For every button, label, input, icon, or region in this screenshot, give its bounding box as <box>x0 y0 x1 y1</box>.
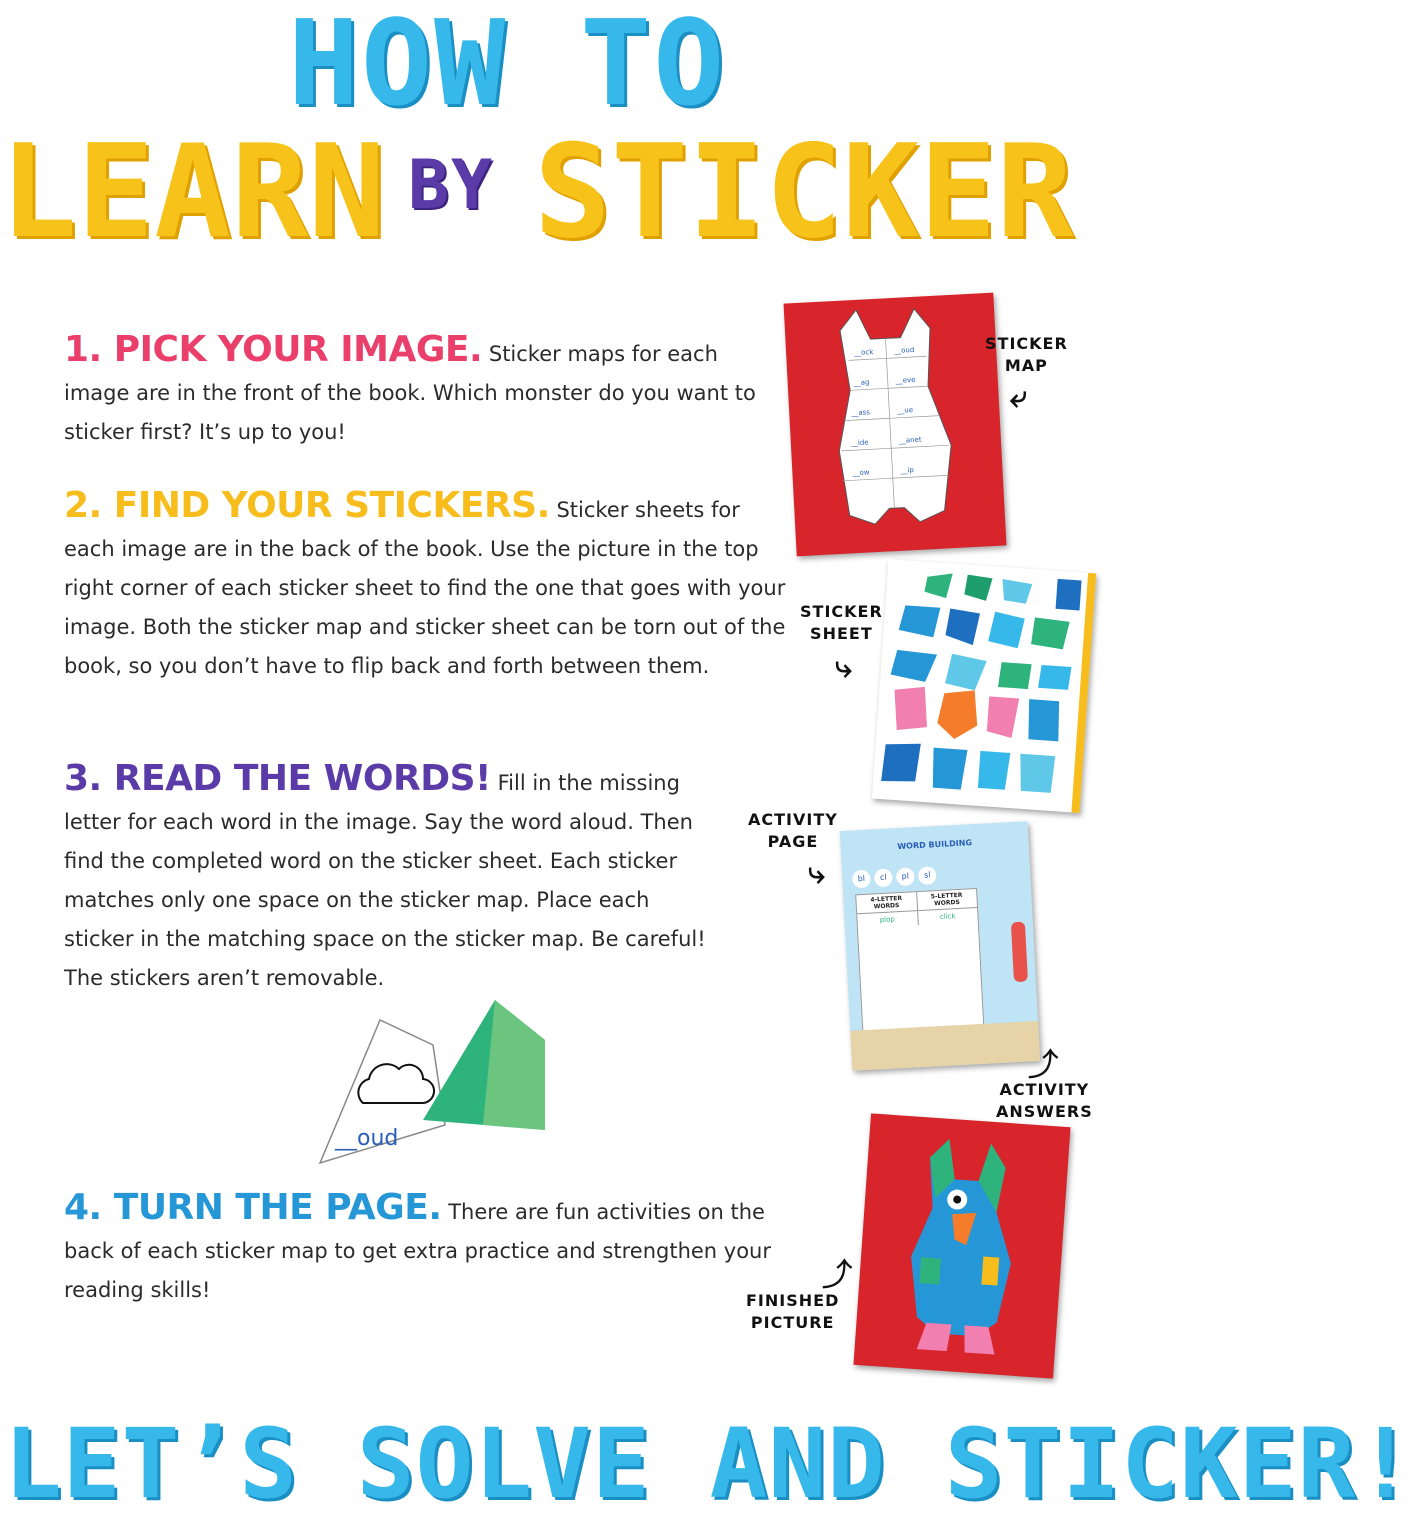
curved-arrow-icon: ⤴ <box>1028 1048 1058 1083</box>
curved-arrow-icon: ⤴ <box>822 1258 852 1293</box>
word-table <box>855 888 984 1036</box>
label-sticker-map-line1: STICKER <box>985 334 1068 353</box>
col-5-letter: 5-LETTER WORDS <box>930 891 963 908</box>
title-how-to: HOW TO <box>288 0 727 132</box>
col-4-letter: 4-LETTER WORDS <box>856 892 917 913</box>
title-learn: LEARN <box>0 118 386 267</box>
curved-arrow-icon: ⤷ <box>835 650 852 685</box>
label-sticker-map-line2: MAP <box>1004 356 1048 375</box>
label-sticker-sheet <box>800 601 883 645</box>
example-sticker-graphic <box>315 995 555 1170</box>
title-sticker: STICKER <box>534 118 1074 267</box>
label-sticker-sheet-line2: SHEET <box>810 624 873 643</box>
step-2-heading: 2. FIND YOUR STICKERS. <box>64 485 550 526</box>
label-finished-picture <box>746 1290 839 1334</box>
label-activity-page <box>748 809 838 853</box>
sticker-sheet-card <box>872 559 1096 813</box>
step-3-body: Fill in the missing letter for each word in the image. Say the word aloud. Then find the completed word on the sticker sheet. Each sticker matches only one space on the sticker map. Place each sticker in the matching space on the sticker map. Be careful! The stickers aren’t removable. <box>64 771 706 990</box>
activity-title: WORD BUILDING <box>897 838 973 852</box>
step-1-heading: 1. PICK YOUR IMAGE. <box>64 329 483 370</box>
monster-icon <box>853 1113 1070 1378</box>
step-4-body: There are fun activities on the back of each sticker map to get extra practice and strengthen your reading skills! <box>64 1200 771 1302</box>
svg-text:__oud: __oud <box>893 345 915 355</box>
blend-bubble: sl <box>918 866 937 885</box>
example-4-letter: plop <box>857 911 918 928</box>
curved-arrow-icon: ⤷ <box>808 856 825 891</box>
label-finished-picture-line1: FINISHED <box>746 1291 840 1310</box>
blend-bubbles <box>852 866 937 888</box>
step-3-heading: 3. READ THE WORDS! <box>64 758 491 799</box>
svg-text:__ue: __ue <box>897 406 914 415</box>
step-4-heading: 4. TURN THE PAGE. <box>64 1187 442 1228</box>
step-2 <box>64 486 794 686</box>
coral-icon <box>1011 922 1028 983</box>
step-4 <box>64 1188 784 1310</box>
svg-text:__ide: __ide <box>850 438 869 448</box>
step-2-body: Sticker sheets for each image are in the back of the book. Use the picture in the top right corner of each sticker sheet to find the one that goes with your image. Both the sticker map and sticker sheet can be torn out of the book, so you don’t have to flip back and forth between them. <box>64 498 786 678</box>
activity-page-card <box>840 821 1040 1071</box>
sand-floor <box>850 1021 1040 1071</box>
svg-text:__anet: __anet <box>898 435 922 445</box>
footer-lets-solve: LET’S SOLVE AND STICKER! <box>4 1408 1415 1520</box>
label-finished-picture-line2: PICTURE <box>750 1313 835 1332</box>
svg-text:__ass: __ass <box>851 408 871 418</box>
step-1 <box>64 330 774 452</box>
label-activity-answers <box>996 1079 1093 1123</box>
curved-arrow-icon: ⤶ <box>1010 380 1027 415</box>
step-1-body: Sticker maps for each image are in the front of the book. Which monster do you want to sticker first? It’s up to you! <box>64 342 756 444</box>
example-word: __oud <box>335 1126 399 1151</box>
sticker-map-card <box>784 293 1007 557</box>
sticker-shapes-icon <box>872 559 1088 812</box>
svg-text:__eve: __eve <box>895 375 916 385</box>
label-sticker-sheet-line1: STICKER <box>800 602 883 621</box>
title-by: BY <box>408 146 494 225</box>
finished-picture-card <box>853 1113 1070 1378</box>
blend-bubble: cl <box>874 868 893 887</box>
svg-text:__ip: __ip <box>900 466 915 475</box>
step-3 <box>64 759 714 998</box>
svg-text:__ag: __ag <box>853 378 870 388</box>
monster-outline-icon <box>784 293 1007 557</box>
label-activity-page-line1: ACTIVITY <box>748 810 838 829</box>
svg-text:__ock: __ock <box>853 348 874 358</box>
example-5-letter: click <box>939 912 956 921</box>
label-activity-answers-line2: ANSWERS <box>996 1102 1093 1121</box>
blend-bubble: bl <box>852 870 871 889</box>
blend-bubble: pl <box>896 867 915 886</box>
label-activity-page-line2: PAGE <box>767 832 819 851</box>
label-activity-answers-line1: ACTIVITY <box>999 1080 1090 1099</box>
svg-text:__ow: __ow <box>852 468 870 478</box>
label-sticker-map <box>985 333 1068 377</box>
